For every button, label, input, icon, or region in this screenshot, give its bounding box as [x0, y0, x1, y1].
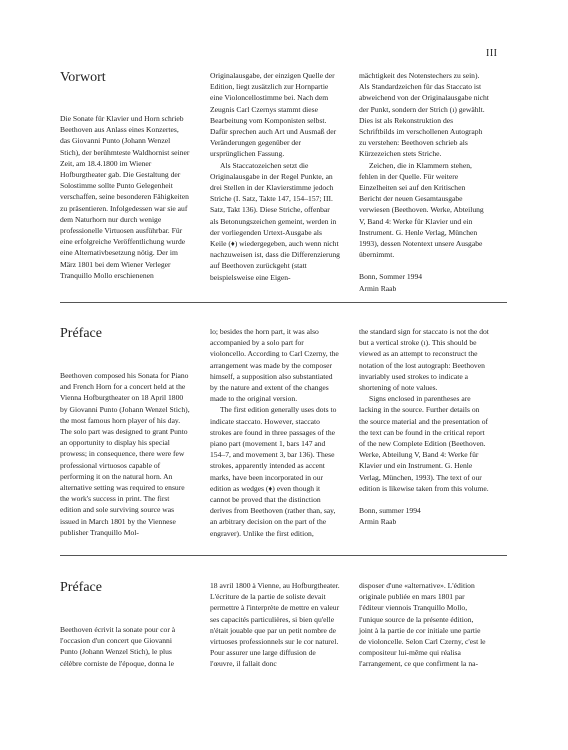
section-title-english: Préface: [60, 326, 102, 341]
paragraph: the standard sign for staccato is not the dot but a vertical stroke (ı). This should be viewed as an attempt to reconstruct the notation of the lost autograph: Beethoven invariably used strokes to indicate a shortening of note values.: [359, 327, 489, 393]
english-column-3: [359, 326, 489, 527]
paragraph: lo; besides the horn part, it was also accompanied by a solo part for violoncello. According to Carl Czerny, the arrangement was made by the composer himself, a supposition also substantiated by the nature and extent of the changes made to the original version.: [210, 327, 339, 404]
paragraph: Beethoven composed his Sonata for Piano and French Horn for a concert held at the Vienna Hofburgtheater on 18 April 1800 by Giovanni Punto (Johann Wenzel Stich), the most famous horn player of his day. The solo part was designed to grant Punto an opportunity to display his special prowess; in consequence, there were few professional virtuosos capable of performing it on the natural horn. An alternative setting was required to ensure the work's success in print. The first edition and sole surviving source was issued in March 1801 by the Viennese publisher Tranquillo Mol-: [60, 371, 190, 537]
page-number: III: [486, 48, 498, 59]
paragraph: The first edition generally uses dots to indicate staccato. However, staccato strokes are found in three passages of the piano part (movement 1, bars 147 and 154–7, and movement 3, bar 136). These strokes, apparently intended as accent marks, have been incorporated in our edition as wedges (♦) even though it cannot be proved that the distinction derives from Beethoven (rather than, say, an arbitrary decision on the part of the engraver). Unlike the first edition,: [210, 405, 337, 538]
french-column-3: [359, 580, 489, 670]
french-column-2: [210, 580, 340, 670]
english-column-2: [210, 326, 340, 539]
german-column-1: [60, 113, 190, 281]
paragraph: Zeichen, die in Klammern stehen, fehlen in der Quelle. Für weitere Einzelheiten sei auf den Kritischen Bericht der neuen Gesamtausgabe verwiesen (Beethoven. Werke, Abteilung V, Band 4: Werke für Klavier und ein Instrument. G. Henle Verlag, München 1993), dessen Notentext unsere Ausgabe übernimmt.: [359, 160, 484, 260]
paragraph: disposer d'une «alternative». L'édition originale publiée en mars 1801 par l'éditeur viennois Tranquillo Mollo, l'unique source de la présente édition, joint à la partie de cor initiale une partie de violoncelle. Selon Carl Czerny, c'est le compositeur lui-même qui réalisa l'arrangement, ce que confirment la na-: [359, 581, 486, 669]
signature-name: Armin Raab: [359, 517, 397, 527]
german-column-2: [210, 70, 340, 283]
paragraph: Als Staccatozeichen setzt die Originalausgabe in der Regel Punkte, an drei Stellen in der Klavierstimme jedoch Striche (I. Satz, Takte 147, 154–157; III. Satz, Takt 136). Diese Striche, offenbar als Betonungszeichen gemeint, werden in der vorliegenden Urtext-Ausgabe als Keile (♦) wiedergegeben, auch wenn nicht nachzuweisen ist, dass die Differenzierung auf Beethoven zurückgeht (statt beispielsweise eine Eigen-: [210, 160, 340, 282]
paragraph: Beethoven écrivit la sonate pour cor à l'occasion d'un concert que Giovanni Punto (Johann Wenzel Stich), le plus célèbre corniste de l'époque, donna le: [60, 625, 176, 668]
section-divider: [60, 302, 507, 303]
section-title-french: Préface: [60, 580, 102, 595]
english-column-1: [60, 370, 190, 538]
french-column-1: [60, 624, 190, 669]
paragraph: Originalausgabe, der einzigen Quelle der Edition, liegt zusätzlich zur Hornpartie eine Violoncellostimme bei. Nach dem Zeugnis Carl Czernys stammt diese Bearbeitung vom Komponisten selbst. Dafür sprechen auch Art und Ausmaß der Veränderungen gegenüber der ursprünglichen Fassung.: [210, 71, 337, 159]
paragraph: 18 avril 1800 à Vienne, au Hofburgtheater. L'écriture de la partie de soliste devait permettre à l'interprète de mettre en valeur ses capacités particulières, si bien qu'elle n'était jouable que par un petit nombre de virtuoses professionnels sur le cor naturel. Pour assurer une large diffusion de l'œuvre, il fallait donc: [210, 581, 340, 669]
signature-place: Bonn, Sommer 1994: [359, 272, 423, 282]
german-column-3: [359, 70, 489, 294]
signature-place: Bonn, summer 1994: [359, 506, 421, 516]
signature-name: Armin Raab: [359, 283, 397, 293]
section-title-german: Vorwort: [60, 70, 106, 85]
paragraph: Signs enclosed in parentheses are lacking in the source. Further details on the source material and the presentation of the text can be found in the critical report of the new Complete Edition (Beethoven. Werke, Abteilung V, Band 4: Werke für Klavier und ein Instrument. G. Henle Verlag, München, 1993). The text of our edition is likewise taken from this volume.: [359, 394, 489, 493]
paragraph: mächtigkeit des Notenstechers zu sein). Als Standardzeichen für das Staccato ist abweichend von der Originalausgabe nicht der Punkt, sondern der Strich (ı) gewählt. Dies ist als Rekonstruktion des Schriftbilds im verschollenen Autograph zu verstehen: Beethoven schrieb als Kürzezeichen stets Striche.: [359, 71, 489, 159]
section-divider: [60, 555, 507, 556]
paragraph: Die Sonate für Klavier und Horn schrieb Beethoven aus Anlass eines Konzertes, das Giovanni Punto (Johann Wenzel Stich), der berühmteste Waldhornist seiner Zeit, am 18.4.1800 im Wiener Hofburgtheater gab. Die Gestaltung der Solostimme sollte Punto Gelegenheit verschaffen, seine besonderen Fähigkeiten zu präsentieren. Infolgedessen war sie auf dem Naturhorn nur durch wenige professionelle Virtuosen ausführbar. Für eine erfolgreiche Veröffentlichung wurde eine Alternativbesetzung nötig. Der im März 1801 bei dem Wiener Verleger Tranquillo Mollo erschienenen: [60, 114, 190, 280]
